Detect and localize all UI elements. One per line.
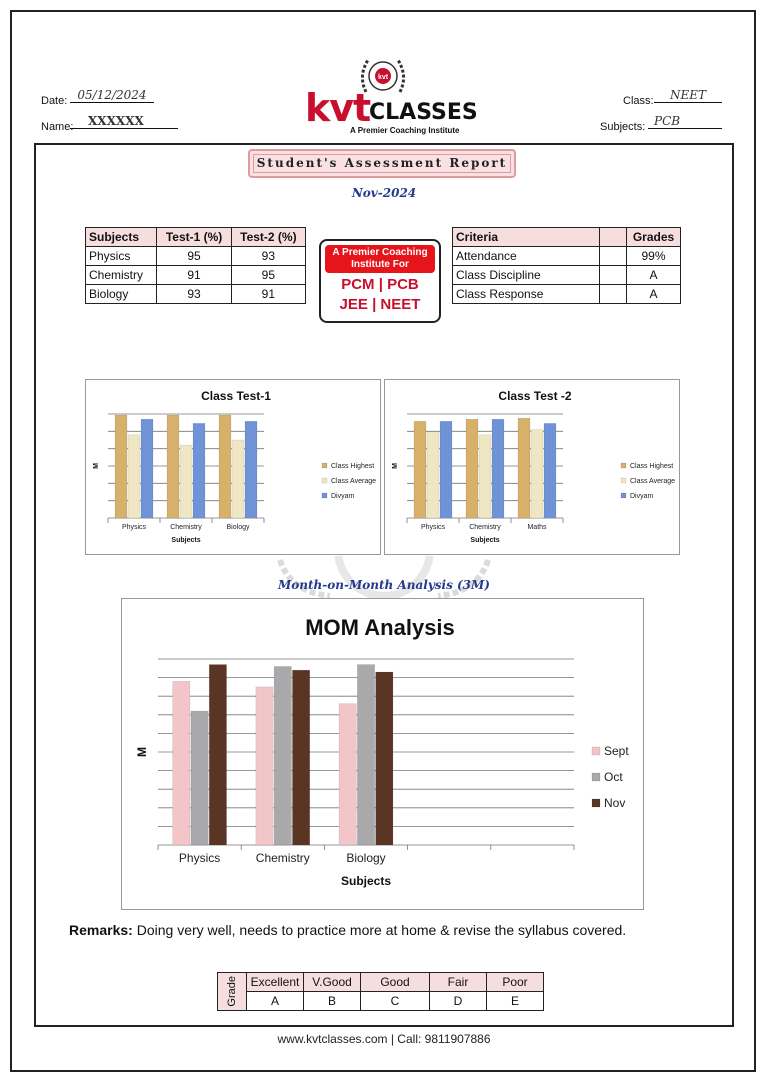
chart-title: Class Test -2 [498,389,572,403]
bar [531,430,543,518]
blank-cell [600,247,627,266]
promo-line1: A Premier Coaching Institute For [325,245,435,273]
x-tick-label: Physics [121,524,147,531]
grade-header: V.Good [304,973,361,992]
legend-swatch [592,799,600,807]
subject-cell: Physics [86,247,157,266]
legend-label: Class Average [331,478,377,485]
bar [440,421,452,518]
grade-table [217,972,544,1011]
marks-header: Test-2 (%) [231,228,305,247]
criteria-cell: Class Discipline [453,266,600,285]
bar [141,419,153,518]
x-tick-label: Physics [420,524,446,531]
grade-value: C [361,992,430,1011]
table-row [453,285,681,304]
grade-header: Fair [430,973,487,992]
x-tick-label: Chemistry [170,524,202,531]
test2-cell: 93 [231,247,305,266]
table-row [86,285,306,304]
chart-svg [385,380,679,554]
y-axis-label: M [93,463,100,469]
x-axis-label: Subjects [340,874,392,888]
bar [274,666,291,845]
test2-cell: 95 [231,266,305,285]
bar [544,423,556,518]
marks-header: Subjects [86,228,157,247]
subject-cell: Biology [86,285,157,304]
legend-label: Nov [604,796,626,810]
name-label: Name: [41,121,74,133]
x-axis-label: Subjects [470,537,500,544]
remarks [69,922,626,938]
table-row [86,266,306,285]
class-value: NEET [654,88,722,103]
x-tick-label: Chemistry [469,524,501,531]
chart-title: MOM Analysis [305,615,455,640]
criteria-header: Criteria [453,228,600,247]
bar [173,681,190,845]
bar [492,419,504,518]
logo-emblem-text: kvt [377,74,389,81]
bar [191,711,208,845]
legend-label: Divyam [331,493,355,500]
chart-class-test-1 [85,379,381,555]
table-row [453,266,681,285]
bar [193,423,205,518]
remarks-text: Doing very well, needs to practice more at home & revise the syllabus covered. [136,922,627,938]
legend-label: Oct [604,770,623,784]
grade-cell: 99% [627,247,681,266]
subject-cell: Chemistry [86,266,157,285]
report-title: Student's Assessment Report [248,149,516,178]
legend-swatch [621,493,626,498]
class-label: Class: [623,95,654,107]
marks-header: Test-1 (%) [157,228,231,247]
remarks-label: Remarks: [69,922,133,938]
criteria-header [600,228,627,247]
bar [115,415,127,518]
x-tick-label: Physics [178,851,221,865]
bar [256,687,273,845]
report-month: Nov-2024 [351,186,417,200]
legend-label: Sept [604,744,629,758]
bar [219,415,231,518]
bar [292,670,309,845]
grade-header: Poor [487,973,544,992]
test1-cell: 95 [157,247,231,266]
legend-swatch [592,747,600,755]
bar [466,419,478,518]
criteria-cell: Class Response [453,285,600,304]
legend-label: Class Highest [630,463,674,470]
footer-contact: www.kvtclasses.com | Call: 9811907886 [277,1032,491,1046]
legend-swatch [322,463,327,468]
grade-cell: A [627,266,681,285]
blank-cell [600,266,627,285]
y-axis-label: M [392,463,399,469]
logo-kvt: kvt [305,86,371,130]
legend-swatch [621,478,626,483]
promo-badge [319,239,441,323]
x-tick-label: Chemistry [255,851,310,865]
bar [167,415,179,518]
legend-label: Class Highest [331,463,375,470]
x-tick-label: Maths [527,524,547,531]
date-value: 05/12/2024 [70,88,154,103]
grade-value: A [247,992,304,1011]
bar [479,435,491,518]
legend-swatch [592,773,600,781]
bar [339,704,356,845]
logo-classes: CLASSES [369,100,478,125]
table-row [453,247,681,266]
bar [232,440,244,518]
grade-value: B [304,992,361,1011]
blank-cell [600,285,627,304]
bar [376,672,393,845]
grade-cell: A [627,285,681,304]
grade-side-cell [218,973,247,1011]
test1-cell: 93 [157,285,231,304]
legend-swatch [621,463,626,468]
chart-title: Class Test-1 [201,389,271,403]
table-row [86,247,306,266]
x-axis-label: Subjects [171,537,201,544]
legend-swatch [322,478,327,483]
bar [414,421,426,518]
bar [245,421,257,518]
bar [427,433,439,518]
bar [180,445,192,518]
criteria-cell: Attendance [453,247,600,266]
subjects-value: PCB [648,114,722,129]
test2-cell: 91 [231,285,305,304]
x-tick-label: Biology [226,524,250,531]
legend-label: Divyam [630,493,654,500]
grade-side-label: Grade [226,976,238,1007]
bar [357,665,374,845]
grade-header: Excellent [247,973,304,992]
criteria-header: Grades [627,228,681,247]
legend-label: Class Average [630,478,676,485]
bar [209,665,226,845]
x-tick-label: Biology [346,851,386,865]
grade-value: E [487,992,544,1011]
section-title: Month-on-Month Analysis (3M) [277,578,490,592]
chart-svg [122,599,643,909]
y-axis-label: M [135,747,149,757]
test1-cell: 91 [157,266,231,285]
date-label: Date: [41,95,68,107]
logo-tagline: A Premier Coaching Institute [350,126,460,135]
criteria-table [452,227,681,304]
chart-class-test-2 [384,379,680,555]
chart-svg [86,380,380,554]
subjects-label: Subjects: [600,121,646,133]
grade-value: D [430,992,487,1011]
name-value: XXXXXX [70,114,178,129]
chart-mom-analysis [121,598,644,910]
promo-line2: PCM | PCB [341,276,419,293]
legend-swatch [322,493,327,498]
bar [518,418,530,518]
bar [128,435,140,518]
grade-header: Good [361,973,430,992]
marks-table [85,227,306,304]
promo-line3: JEE | NEET [339,296,421,313]
